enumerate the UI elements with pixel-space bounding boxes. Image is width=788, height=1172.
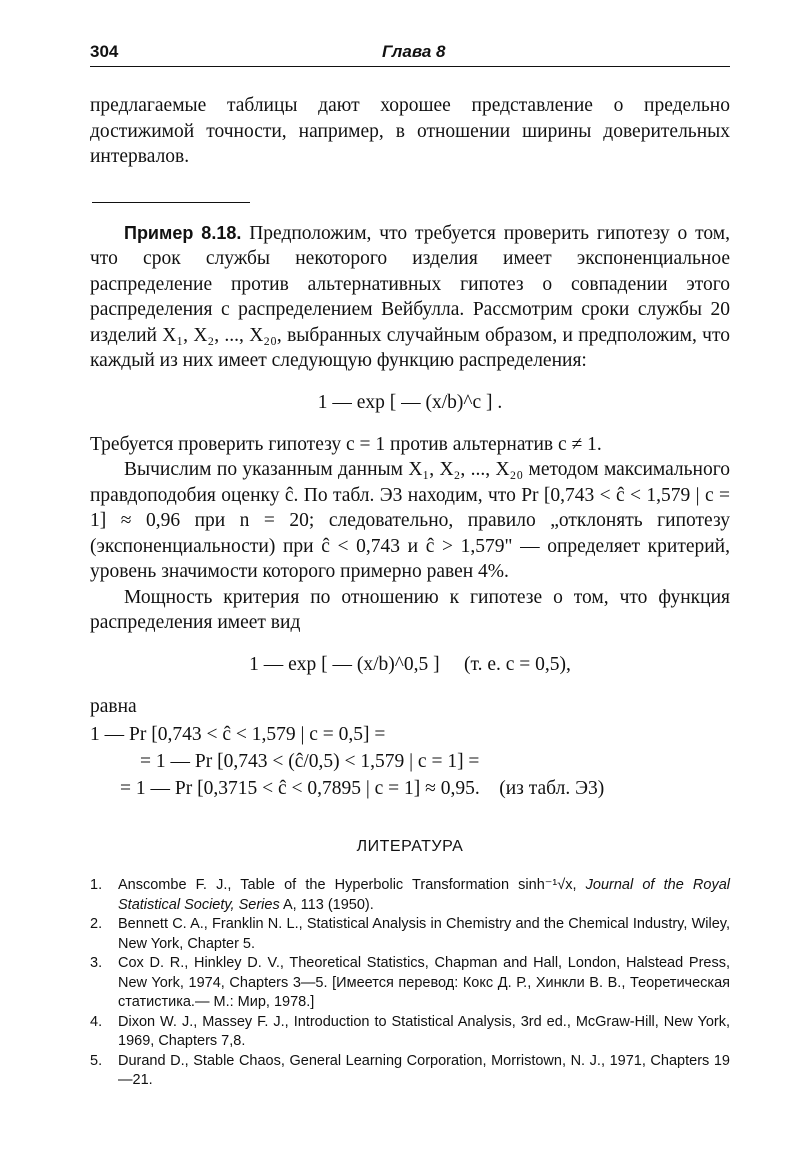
formula-weibull-cdf (90, 380, 730, 426)
reference-text-tail: A, 113 (1950). (279, 896, 374, 913)
reference-text: Cox D. R., Hinkley D. V., Theoretical Statistics, Chapman and Hall, London, Halstead Press, New York, 1974, Chapters 3—5. [Имеется перевод: Кокс Д. Р., Хинкли В. В., Теоретическая статистика.— М.: Мир, 1978.] (118, 955, 730, 1010)
reference-number: 3. (90, 955, 103, 971)
example-text: Предположим, что требуется проверить гипотезу о том, что срок службы некоторого изделия имеет экспоненциальное распределение против альтернативных гипотез о совпадении этого распределения с распределением Вейбулла. Рассмотрим сроки службы 20 изделий X₁, X₂, ..., X₂₀, выбранных случайным образом, и предположим, что каждый из них имеет следующую функцию распределения: (90, 222, 731, 371)
reference-number: 4. (90, 1013, 103, 1030)
hypothesis-line: Требуется проверить гипотезу c = 1 против альтернатив c ≠ 1. (90, 433, 602, 455)
reference-item (90, 1013, 730, 1052)
formula-alt-cdf-text: 1 — exp [ — (x/b)^0,5 ] (249, 653, 440, 675)
reference-text: Anscombe F. J., Table of the Hyperbolic Transformation sinh⁻¹√x, (118, 877, 586, 893)
intro-paragraph: предлагаемые таблицы дают хорошее представление о предельно достижимой точности, например, в отношении ширины доверительных интервалов. (90, 95, 730, 167)
reference-number: 1. (90, 877, 103, 893)
reference-number: 5. (90, 1052, 103, 1069)
reference-number: 2. (90, 916, 103, 932)
reference-item (90, 1052, 730, 1091)
formula-alt-cdf (90, 642, 730, 688)
equation-line-1: 1 — Pr [0,743 < ĉ < 1,579 | c = 0,5] = (90, 724, 386, 745)
equation-line-3-text: = 1 — Pr [0,3715 < ĉ < 0,7895 | c = 1] ≈ 0,95. (120, 778, 480, 799)
references-heading: ЛИТЕРАТУРА (356, 838, 464, 855)
reference-list (90, 876, 730, 1091)
page-number: 304 (90, 42, 119, 61)
reference-item (90, 954, 730, 1013)
reference-text: Dixon W. J., Massey F. J., Introduction to Statistical Analysis, 3rd ed., McGraw-Hill, New York, 1969, Chapters 7,8. (118, 1013, 730, 1049)
running-head: Глава 8 (382, 42, 446, 61)
reference-item (90, 915, 730, 954)
example-paragraph (90, 221, 730, 374)
page (90, 40, 730, 1091)
formula-weibull-cdf-text: 1 — exp [ — (x/b)^c ] . (317, 391, 503, 413)
example-label: Пример 8.18. (124, 222, 242, 243)
reference-journal: Journal of the Royal Statistical Society, Series (118, 877, 730, 913)
compute-paragraph: Вычислим по указанным данным X₁, X₂, ..., X₂₀ методом максимального правдоподобия оценку ĉ. По табл. Э3 находим, что Pr [0,743 < ĉ < 1,579 | c = 1] ≈ 0,96 при n = 20; следовательно, правило „отклонять гипотезу (экспоненциальности) при ĉ < 0,743 и ĉ > 1,579" — определяет критерий, уровень значимости которого примерно равен 4%. (90, 459, 730, 582)
section-divider (92, 202, 250, 203)
equation-line-3 (90, 775, 730, 802)
equals-word: равна (90, 695, 137, 717)
reference-text: Durand D., Stable Chaos, General Learning Corporation, Morristown, N. J., 1971, Chapters 19—21. (118, 1052, 730, 1088)
reference-item (90, 876, 730, 915)
equation-line-3-note: (из табл. Э3) (499, 778, 605, 799)
formula-alt-cdf-note: (т. е. c = 0,5), (464, 653, 571, 675)
equation-line-2: = 1 — Pr [0,743 < (ĉ/0,5) < 1,579 | c = 1] = (140, 751, 480, 772)
reference-text: Bennett C. A., Franklin N. L., Statistical Analysis in Chemistry and the Chemical Industry, Wiley, New York, Chapter 5. (118, 916, 730, 952)
page-header (90, 40, 730, 67)
power-paragraph: Мощность критерия по отношению к гипотезе о том, что функция распределения имеет вид (90, 586, 730, 633)
